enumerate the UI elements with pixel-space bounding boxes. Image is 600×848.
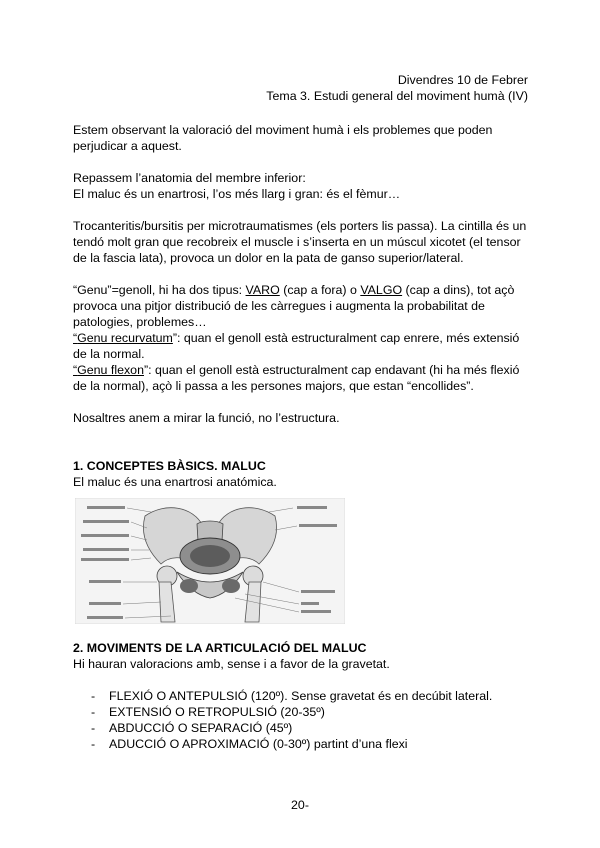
genu-paragraph — [73, 282, 528, 330]
function-note: Nosaltres anem a mirar la funció, no l’estructura. — [73, 411, 340, 425]
page-number: 20- — [291, 798, 309, 812]
pelvis-illustration — [75, 498, 345, 624]
recurvatum-paragraph: “Genu recurvatum”: quan el genoll està estructuralment cap enrere, més extensió de la normal. — [73, 331, 520, 361]
pelvis-figure — [75, 498, 345, 624]
list-item: - ADUCCIÓ O APROXIMACIÓ (0-30º) partint d’una flexi — [91, 736, 528, 752]
section-2-title: 2. MOVIMENTS DE LA ARTICULACIÓ DEL MALUC — [73, 641, 367, 655]
page-header — [266, 72, 528, 104]
intro-paragraph: Estem observant la valoració del moviment humà i els problemes que poden perjudicar a aquest. — [73, 123, 493, 153]
movements-list — [73, 688, 528, 752]
recurvatum-text: ”: quan el genoll està estructuralment cap enrere, més extensió de la normal. — [73, 331, 520, 361]
document-body — [73, 122, 528, 752]
varo-term: VARO — [245, 283, 280, 297]
section-2-text: Hi hauran valoracions amb, sense i a favor de la gravetat. — [73, 657, 390, 671]
list-item: - ABDUCCIÓ O SEPARACIÓ (45º) — [91, 720, 528, 736]
genu-text-a: “Genu”=genoll, hi ha dos tipus: — [73, 283, 246, 297]
header-date: Divendres 10 de Febrer — [397, 73, 528, 87]
anatomy-line-1: Repassem l’anatomia del membre inferior: — [73, 171, 306, 185]
recurvatum-term: Genu recurvatum — [77, 331, 173, 345]
section-1-text: El maluc és una enartrosi anatómica. — [73, 475, 277, 489]
header-topic: Tema 3. Estudi general del moviment humà (IV) — [266, 89, 528, 103]
list-item: - FLEXIÓ O ANTEPULSIÓ (120º). Sense gravetat és en decúbit lateral. — [91, 688, 528, 704]
list-item: - EXTENSIÓ O RETROPULSIÓ (20-35º) — [91, 704, 528, 720]
flexon-text: ”: quan el genoll està estructuralment cap endavant (hi ha més flexió de la normal), açò li passa a les persones majors, que estan “encollides”. — [73, 363, 520, 393]
genu-text-c: (cap a dins), tot açò provoca una pitjor distribució de les càrregues i augmenta la probabilitat de patologies, problemes… — [73, 283, 515, 329]
genu-text-b: (cap a fora) o — [279, 283, 361, 297]
anatomy-line-2: El maluc és un enartrosi, l’os més llarg i gran: és el fèmur… — [73, 187, 401, 201]
valgo-term: VALGO — [360, 283, 403, 297]
trocanteritis-paragraph: Trocanteritis/bursitis per microtraumatismes (els porters lis passa). La cintilla és un tendó molt gran que recobreix el muscle i s’inserta en un múscul xicotet (el tensor de la fascia lata), provoca un dolor en la pata de ganso superior/lateral. — [73, 219, 527, 265]
flexon-paragraph: “Genu flexon”: quan el genoll està estructuralment cap endavant (hi ha més flexió de la normal), açò li passa a les persones majors, que estan “encollides”. — [73, 363, 520, 393]
flexon-term: Genu flexon — [77, 363, 144, 377]
section-1-title: 1. CONCEPTES BÀSICS. MALUC — [73, 459, 266, 473]
